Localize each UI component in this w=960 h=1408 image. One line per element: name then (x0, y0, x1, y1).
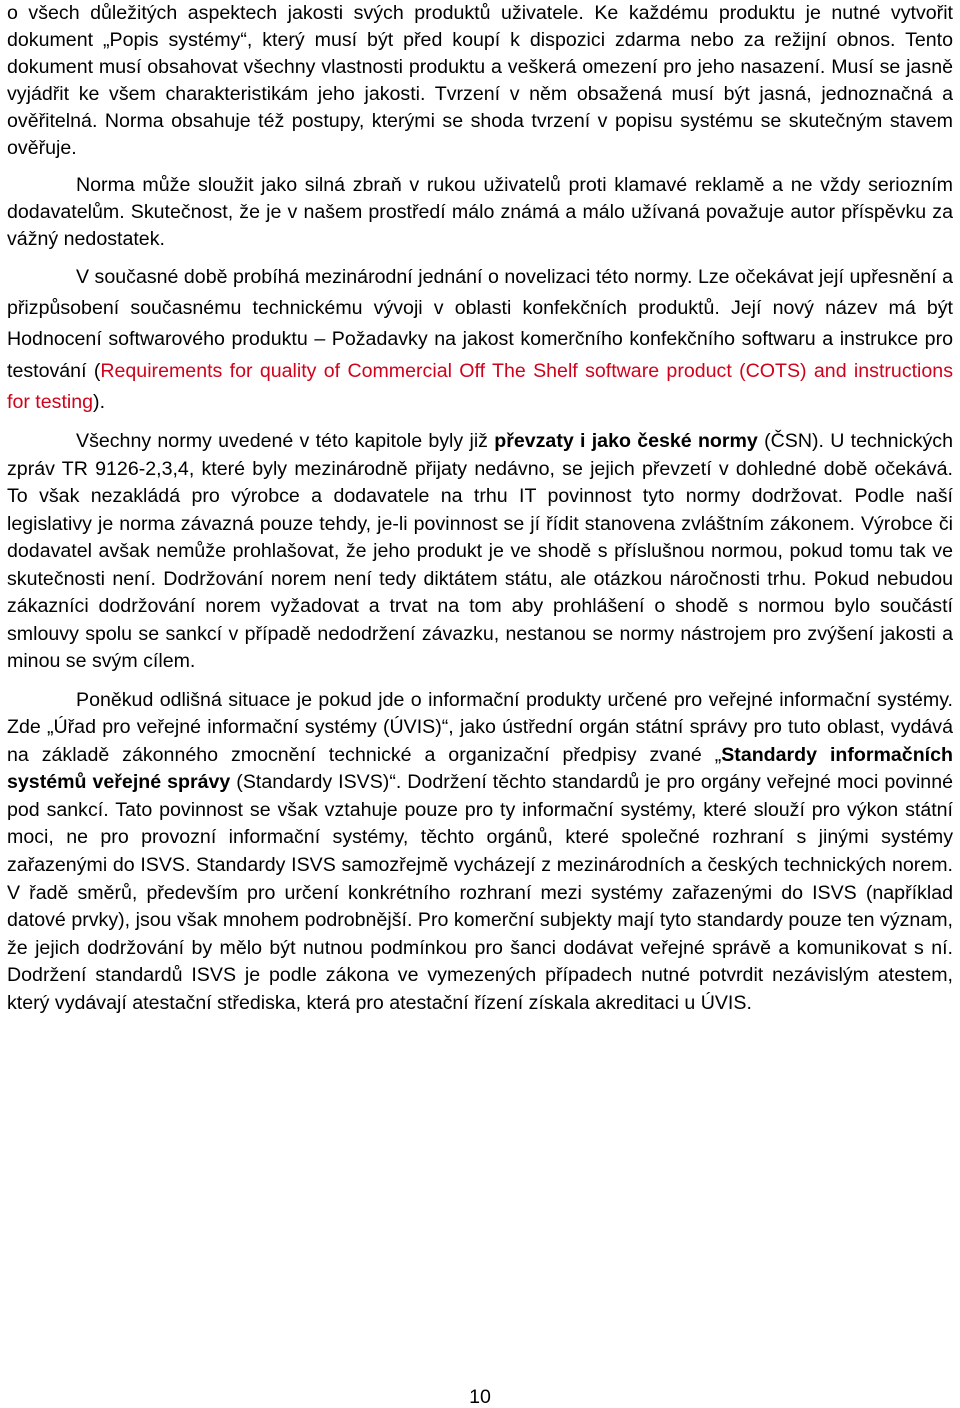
paragraph-text: (Standardy ISVS)“. Dodržení těchto standardů je pro orgány veřejné moci povinné pod sankcí. Tato povinnost se však vztahuje pouze pro ty informační systémy, které slouží pro výkon státní moci, ne pro provozní informační systémy, těchto orgánů, které společné rozhraní s jinými systémy zařazenými do ISVS. Standardy ISVS samozřejmě vycházejí z mezinárodních a českých technických norem. V řadě směrů, především pro určení konkrétního rozhraní mezi systémy zařazenými do ISVS (například datové prvky), jsou však mnohem podrobnější. Pro komerční subjekty mají tyto standardy pouze ten význam, že jejich dodržování by mělo být nutnou podmínkou pro šanci dodávat veřejné správě a komunikovat s ní. Dodržení standardů ISVS je podle zákona ve vymezených případech nutné potvrdit nezávislým atestem, který vydávají atestační střediska, která pro atestační řízení získala akreditaci u ÚVIS. (7, 771, 953, 1015)
document-page (7, 0, 953, 1018)
paragraph-norm-weapon (7, 172, 953, 253)
paragraph-isvs-standards (7, 687, 953, 1018)
paragraph-text: Všechny normy uvedené v této kapitole byly již (76, 430, 495, 453)
paragraph-czech-norms (7, 428, 953, 676)
emphasis-text: Standardy informačních systémů veřejné správy (7, 743, 953, 794)
english-title-text: Requirements for quality of Commercial Off The Shelf software product (COTS) and instructions for testing (7, 359, 954, 413)
paragraph-quality-description (7, 0, 953, 162)
paragraph-norm-revision (7, 262, 953, 418)
paragraph-text: o všech důležitých aspektech jakosti svých produktů uživatele. Ke každému produktu je nutné vytvořit dokument „Popis systémy“, který musí být před koupí k dispozici zdarma nebo za režijní obnos. Tento dokument musí obsahovat všechny vlastnosti produktu a veškerá omezení pro jeho nasazení. Musí se jasně vyjádřit ke všem charakteristikám jeho jakosti. Tvrzení v něm obsažená musí být jasná, jednoznačná a ověřitelná. Norma obsahuje též postupy, kterými se shoda tvrzení v popisu systému se skutečným stavem ověřuje. (7, 2, 953, 159)
page-number: 10 (469, 1386, 491, 1408)
paragraph-text: Poněkud odlišná situace je pokud jde o informační produkty určené pro veřejné informační systémy. Zde „Úřad pro veřejné informační systémy (ÚVIS)“, jako ústřední orgán státní správy pro tuto oblast, vydává na základě zákonného zmocnění technické a organizační předpisy zvané „ (7, 688, 953, 766)
paragraph-text: (ČSN). U technických zpráv TR 9126-2,3,4, které byly mezinárodně přijaty nedávno, se jejich převzetí v dohledné době očekává. To však nezakládá pro výrobce a dodavatele na trhu IT povinnost tyto normy dodržovat. Podle naší legislativy je norma závazná pouze tehdy, je-li povinnost se jí řídit stanovena zvláštním zákonem. Výrobce či dodavatel avšak nemůže prohlašovat, že jeho produkt je ve shodě s příslušnou normou, pokud tomu tak ve skutečnosti není. Dodržování norem není tedy diktátem státu, ale otázkou náročnosti trhu. Pokud nebudou zákazníci dodržování norem vyžadovat a trvat na tom aby prohlášení o shodě s normou bylo součástí smlouvy spolu se sankcí v případě nedodržení závazku, nestanou se normy nástrojem pro zvýšení jakosti a minou se svým cílem. (7, 430, 954, 673)
paragraph-text: ). (93, 390, 106, 413)
emphasis-text: převzaty i jako české normy (494, 430, 758, 453)
paragraph-text: Norma může sloužit jako silná zbraň v rukou uživatelů proti klamavé reklamě a ne vždy seriozním dodavatelům. Skutečnost, že je v našem prostředí málo známá a málo užívaná považuje autor příspěvku za vážný nedostatek. (7, 174, 953, 250)
paragraph-text: V současné době probíhá mezinárodní jednání o novelizaci této normy. Lze očekávat její upřesnění a přizpůsobení současnému technickému vývoji v oblasti konfekčních produktů. Její nový název má být Hodnocení softwarového produktu – Požadavky na jakost komerčního konfekčního softwaru a instrukce pro testování ( (7, 266, 953, 382)
